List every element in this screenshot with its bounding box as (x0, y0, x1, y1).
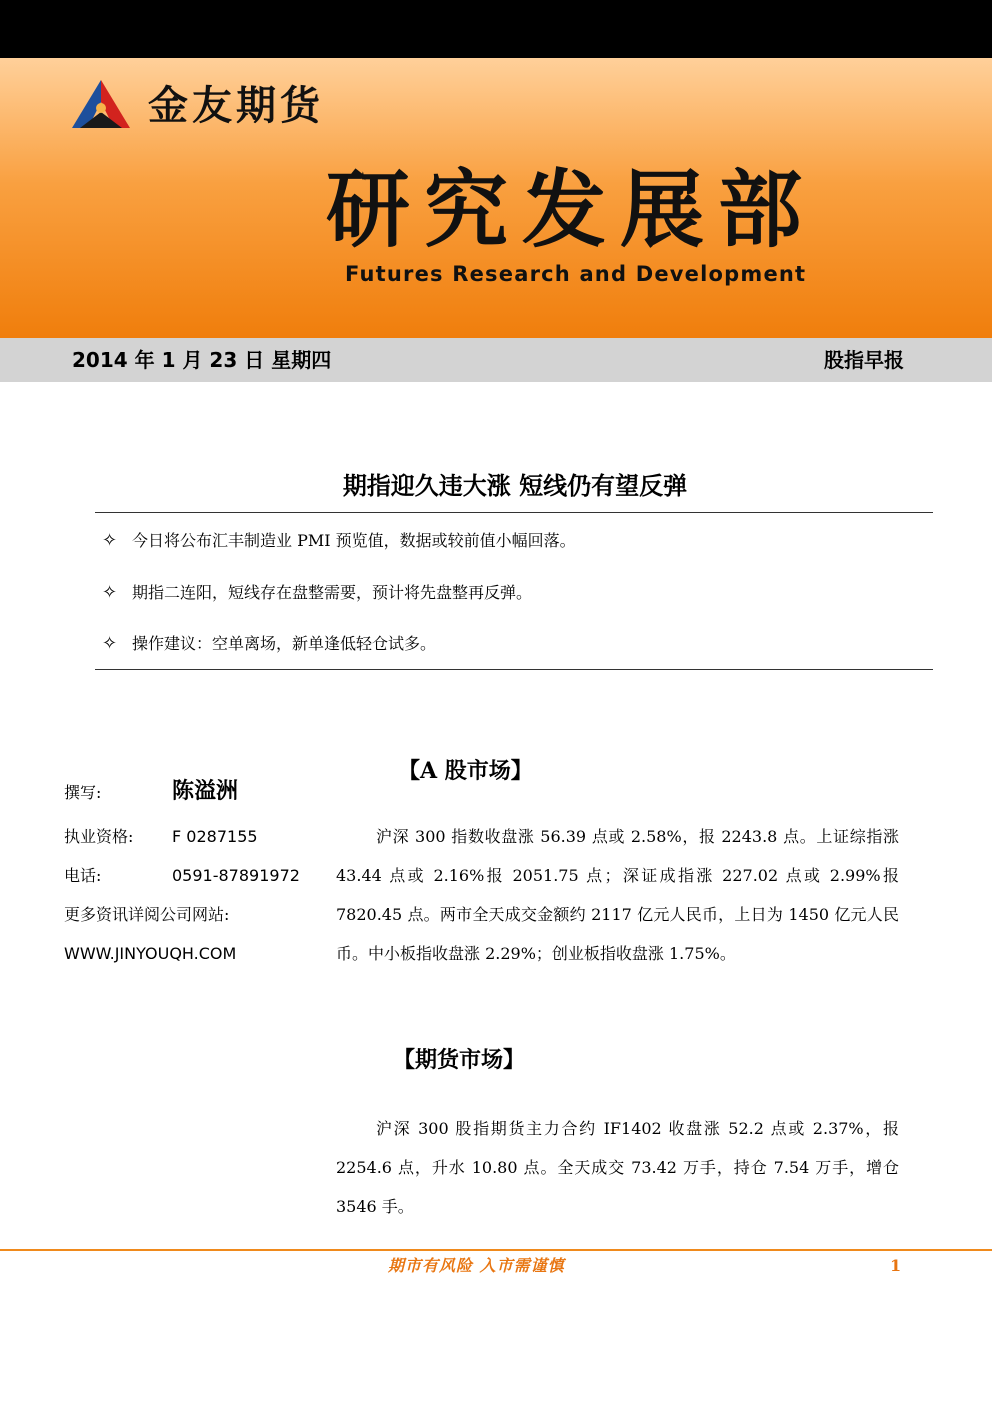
department-subtitle: Futures Research and Development (345, 262, 807, 286)
website-link[interactable]: WWW.JINYOUQH.COM (64, 944, 237, 963)
summary-bullet (102, 633, 436, 655)
company-name: 金友期货 (148, 83, 324, 129)
section-title-a-share: 【A 股市场】 (398, 758, 533, 784)
report-type: 股指早报 (824, 348, 904, 372)
department-title: 研究发展部 (326, 160, 817, 259)
report-date: 2014 年 1 月 23 日 星期四 (72, 348, 332, 372)
section-title-futures: 【期货市场】 (393, 1047, 526, 1073)
page-number: 1 (890, 1256, 902, 1275)
summary-bullet (102, 530, 576, 552)
diamond-star-icon: ✧ (102, 633, 118, 654)
headline: 期指迎久违大涨 短线仍有望反弹 (342, 471, 688, 500)
headline-divider-top (95, 512, 933, 513)
summary-bullet-text: 操作建议：空单离场，新单逢低轻仓试多。 (132, 634, 437, 653)
phone-label: 电话: (64, 866, 102, 885)
summary-bullet-text: 期指二连阳，短线存在盘整需要，预计将先盘整再反弹。 (132, 583, 533, 602)
a-share-paragraph: 沪深 300 指数收盘涨 56.39 点或 2.58%，报 2243.8 点。上证综指涨 43.44 点或 2.16%报 2051.75 点；深证成指涨 227.02 点或 2.99%报 7820.45 点。两市全天成交金额约 2117 亿元人民币，上日为 1450 亿元人民币。中小板指收盘涨 2.29%；创业板指收盘涨 1.75%。 (336, 827, 899, 963)
qualification-label: 执业资格: (64, 827, 134, 846)
author-name: 陈溢洲 (172, 778, 239, 804)
footer-divider (0, 1249, 992, 1251)
summary-divider-bottom (95, 669, 933, 670)
author-label: 撰写: (64, 783, 102, 802)
top-black-bar (0, 0, 992, 58)
summary-bullet-text: 今日将公布汇丰制造业 PMI 预览值，数据或较前值小幅回落。 (132, 531, 576, 550)
company-logo-icon (70, 78, 132, 130)
phone-value: 0591-87891972 (172, 866, 300, 885)
diamond-star-icon: ✧ (102, 530, 118, 551)
futures-paragraph: 沪深 300 股指期货主力合约 IF1402 收盘涨 52.2 点或 2.37%，报 2254.6 点，升水 10.80 点。全天成交 73.42 万手，持仓 7.54 万手，增仓 3546 手。 (336, 1119, 899, 1216)
qualification-value: F 0287155 (172, 827, 258, 846)
diamond-star-icon: ✧ (102, 582, 118, 603)
summary-bullet (102, 582, 532, 604)
footer-slogan: 期市有风险 入市需谨慎 (388, 1256, 565, 1275)
website-label: 更多资讯详阅公司网站: (64, 905, 230, 924)
